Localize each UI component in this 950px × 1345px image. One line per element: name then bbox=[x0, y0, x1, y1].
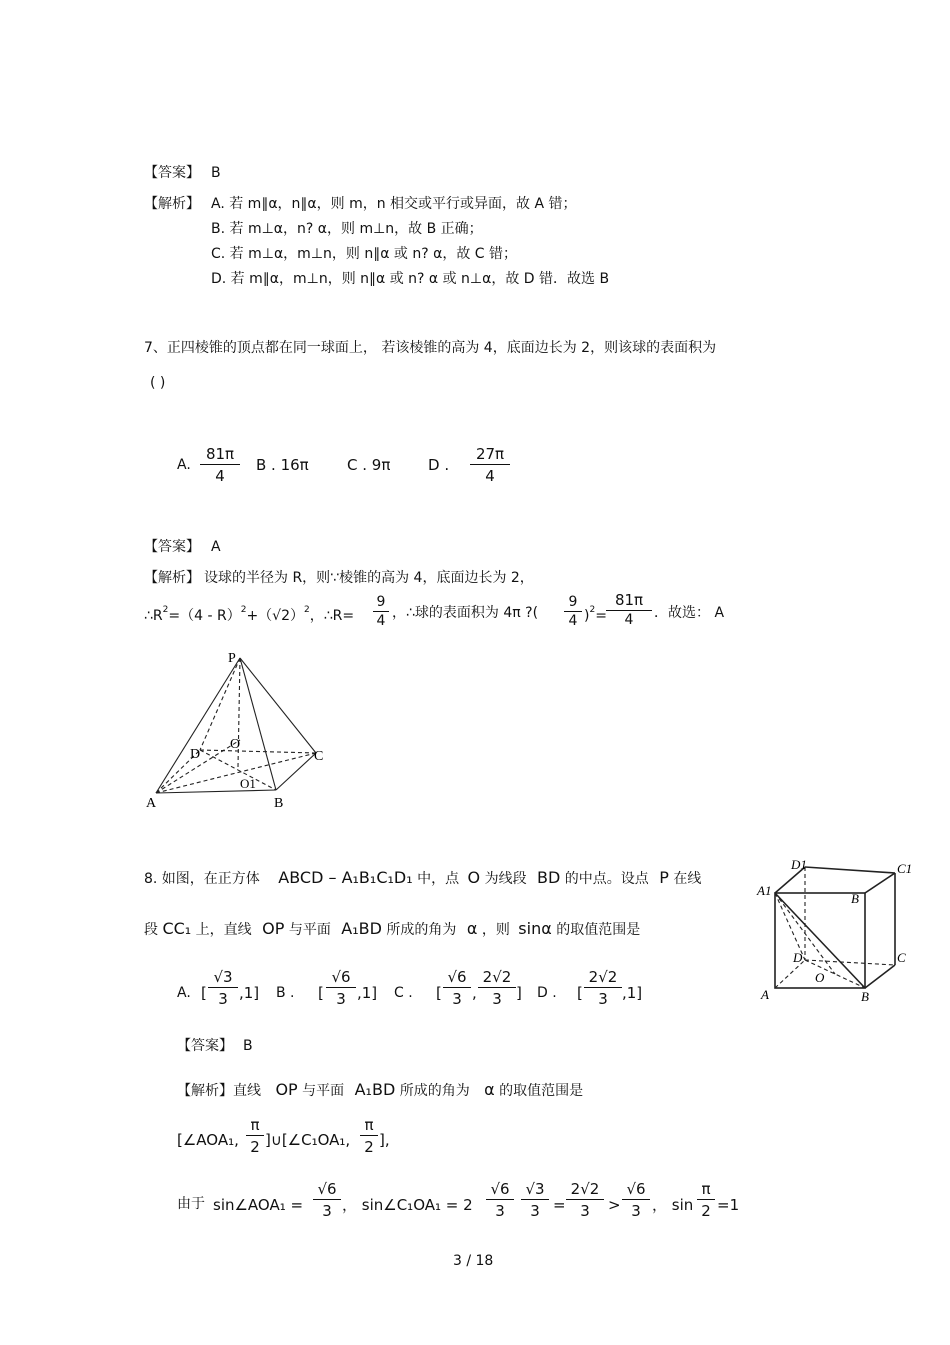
answer-label: 【答案】 bbox=[144, 165, 200, 181]
option-a-fraction: $\frac{√3}{3}$ bbox=[208, 970, 238, 1007]
cube-figure bbox=[755, 855, 920, 1005]
vertex-label: A bbox=[146, 796, 157, 811]
range-middle: ]∪[∠C₁OA₁, bbox=[265, 1131, 351, 1149]
pi-over-2-fraction: $\frac{\pi}{2}$ bbox=[697, 1182, 715, 1219]
option-c-fraction-2: $\frac{2√2}{3}$ bbox=[478, 970, 516, 1007]
range-end: ], bbox=[379, 1131, 390, 1149]
vertex-label: C1 bbox=[897, 861, 913, 876]
analysis-line: 设球的半径为 R，则∵棱锥的高为 4，底面边长为 2， bbox=[204, 570, 534, 586]
option-c: C . 9π bbox=[347, 456, 391, 474]
analysis-label: 【解析】 bbox=[144, 570, 200, 586]
vertex-label: B bbox=[861, 989, 869, 1004]
option-c-label: C . bbox=[394, 985, 413, 1001]
question-8-line2: 段 CC₁ 上，直线 OP 与平面 A₁BD 所成的角为 α ，则 sinα 的取值范围是 bbox=[144, 919, 641, 938]
option-d-tail: ,1] bbox=[622, 984, 643, 1002]
s2-fraction-1: $\frac{√6}{3}$ bbox=[486, 1182, 514, 1219]
solution-line-cont: ，∴球的表面积为 4π ?( bbox=[392, 605, 539, 621]
answer-value: B bbox=[211, 165, 221, 181]
vertex-label: A bbox=[761, 987, 769, 1002]
option-c-fraction-1: $\frac{√6}{3}$ bbox=[443, 970, 471, 1007]
option-b-tail: ,1] bbox=[357, 984, 378, 1002]
question-7-paren: ( ) bbox=[150, 375, 166, 391]
answer-value: A bbox=[211, 539, 221, 555]
vertex-label: D bbox=[793, 950, 803, 965]
option-d-fraction: $\frac{27\pi}{4}$ bbox=[470, 447, 510, 484]
pi-over-2-fraction: $\frac{\pi}{2}$ bbox=[360, 1118, 378, 1155]
bracket: [ bbox=[318, 984, 324, 1002]
since-label: 由于 bbox=[177, 1196, 205, 1212]
analysis-line: A. 若 m∥α，n∥α，则 m，n 相交或平行或异面，故 A 错； bbox=[211, 196, 577, 212]
answer-value: B bbox=[243, 1038, 253, 1054]
equals-sign: = bbox=[553, 1196, 566, 1214]
option-a-tail: ,1] bbox=[239, 984, 260, 1002]
comma: , bbox=[472, 984, 477, 1002]
analysis-line: D. 若 m∥α，m⊥n，则 n∥α 或 n? α 或 n⊥α，故 D 错．故选 B bbox=[211, 271, 610, 287]
sin-aoa1: sin∠AOA₁ = bbox=[213, 1196, 304, 1214]
vertex-label: O bbox=[815, 970, 825, 985]
vertex-label: P bbox=[228, 651, 236, 666]
surface-fraction: $\frac{81\pi}{4}$ bbox=[606, 593, 652, 627]
question-7-stem: 7、正四棱锥的顶点都在同一球面上， 若该棱锥的高为 4，底面边长为 2，则该球的表面积为 bbox=[144, 340, 717, 356]
option-d-label: D . bbox=[428, 456, 450, 474]
vertex-label: B bbox=[851, 891, 859, 906]
solution-line: $\therefore R^2=(4 - R)^2+(√2)^2$，∴R= bbox=[144, 605, 355, 624]
sin-pi-over-2: ， sin bbox=[652, 1196, 694, 1214]
equals-one: =1 bbox=[717, 1196, 740, 1214]
vertex-label: O1 bbox=[240, 776, 256, 791]
page-number: 3 / 18 bbox=[453, 1253, 494, 1269]
bracket: [ bbox=[201, 984, 207, 1002]
option-a-label: A. bbox=[177, 985, 191, 1001]
greater-sign: > bbox=[608, 1196, 621, 1214]
radius-fraction: $\frac{9}{4}$ bbox=[564, 595, 582, 628]
vertex-label: A1 bbox=[757, 883, 772, 898]
bracket: [ bbox=[577, 984, 583, 1002]
bracket: ] bbox=[516, 984, 522, 1002]
vertex-label: C bbox=[897, 950, 906, 965]
s2-fraction-2: $\frac{√3}{3}$ bbox=[521, 1182, 549, 1219]
vertex-label: D1 bbox=[791, 857, 807, 872]
option-b-fraction: $\frac{√6}{3}$ bbox=[326, 970, 356, 1007]
option-b: B . 16π bbox=[256, 456, 309, 474]
question-8-stem: 8. 如图，在正方体 ABCD – A₁B₁C₁D₁ 中，点 O 为线段 BD 的中点。设点 P 在线 bbox=[144, 868, 702, 887]
option-b-label: B . bbox=[276, 985, 295, 1001]
option-d-label: D . bbox=[537, 985, 557, 1001]
vertex-label: C bbox=[314, 749, 324, 764]
s2-fraction-3: $\frac{2√2}{3}$ bbox=[566, 1182, 604, 1219]
bracket: [ bbox=[436, 984, 442, 1002]
option-a-fraction: $\frac{81\pi}{4}$ bbox=[200, 447, 240, 484]
range-start: [∠AOA₁, bbox=[177, 1131, 239, 1149]
vertex-label: D bbox=[190, 747, 201, 762]
analysis-line: 【解析】直线 OP 与平面 A₁BD 所成的角为 α 的取值范围是 bbox=[177, 1080, 584, 1099]
pi-over-2-fraction: $\frac{\pi}{2}$ bbox=[246, 1118, 264, 1155]
analysis-label: 【解析】 bbox=[144, 196, 200, 212]
s1-fraction: $\frac{√6}{3}$ bbox=[313, 1182, 341, 1219]
answer-label: 【答案】 bbox=[144, 539, 200, 555]
answer-label: 【答案】 bbox=[177, 1038, 233, 1054]
vertex-label: B bbox=[274, 796, 284, 811]
option-d-fraction: $\frac{2√2}{3}$ bbox=[584, 970, 622, 1007]
solution-choice: ．故选： A bbox=[654, 605, 725, 621]
sin-c1oa1: ， sin∠C₁OA₁ = 2 bbox=[342, 1196, 473, 1214]
vertex-label: O bbox=[230, 737, 241, 752]
option-a-label: A. bbox=[177, 457, 191, 473]
radius-fraction: $\frac{9}{4}$ bbox=[373, 595, 389, 628]
analysis-line: C. 若 m⊥α，m⊥n，则 n∥α 或 n? α，故 C 错； bbox=[211, 246, 518, 262]
solution-paren: )$^2$= bbox=[584, 605, 607, 624]
s2-fraction-4: $\frac{√6}{3}$ bbox=[622, 1182, 650, 1219]
analysis-line: B. 若 m⊥α，n? α，则 m⊥n，故 B 正确； bbox=[211, 221, 483, 237]
pyramid-figure bbox=[140, 645, 340, 815]
